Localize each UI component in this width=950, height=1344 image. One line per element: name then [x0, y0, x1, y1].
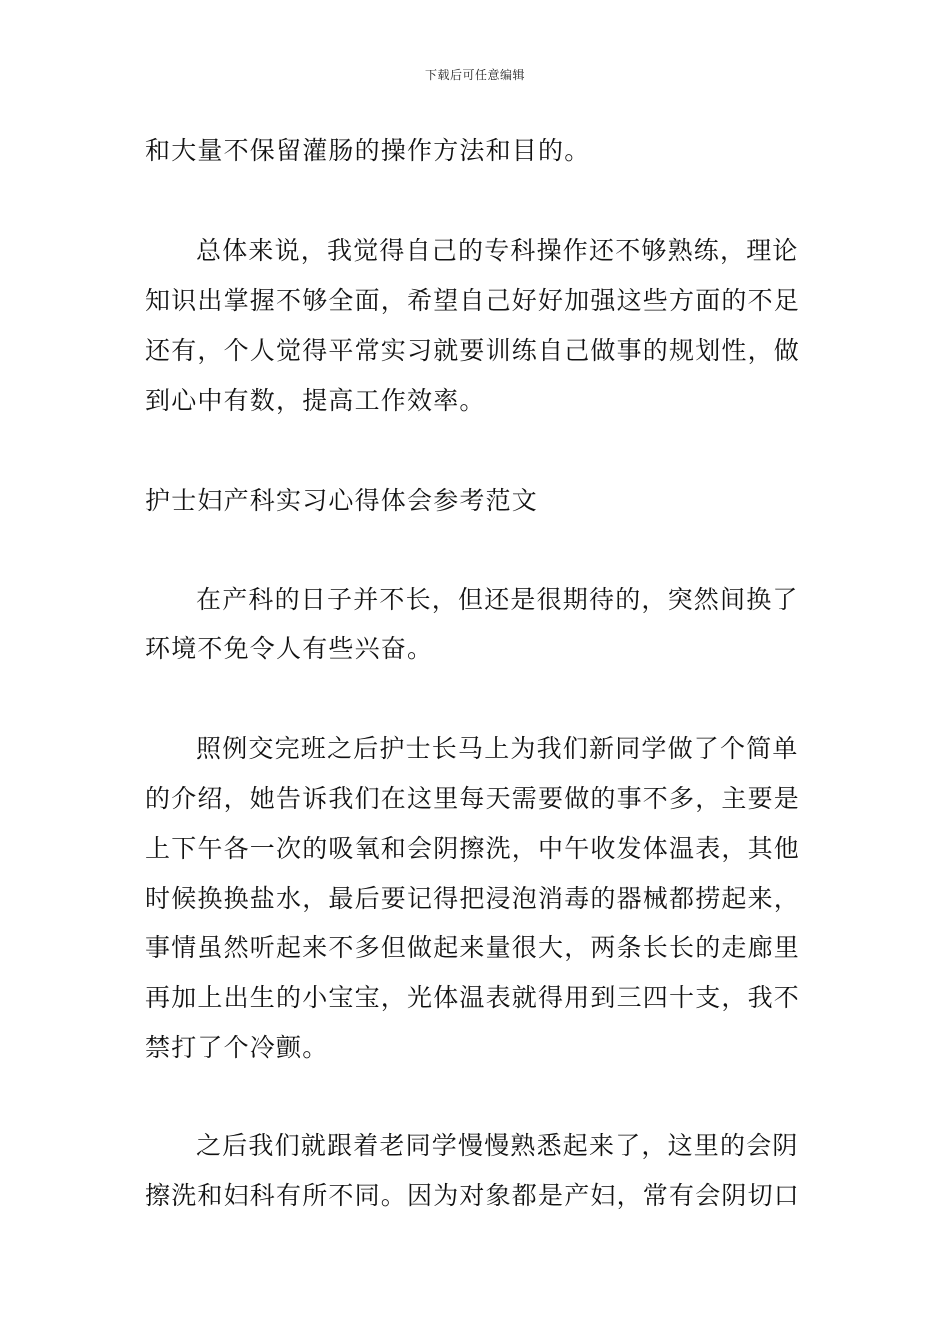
text-line: 到心中有数，提高工作效率。 — [145, 386, 486, 415]
text-line: 之后我们就跟着老同学慢慢熟悉起来了，这里的会阴 — [196, 1131, 799, 1160]
text-line: 禁打了个冷颤。 — [145, 1033, 329, 1062]
text-line: 知识出掌握不够全面，希望自己好好加强这些方面的不足 — [145, 286, 801, 315]
page-header: 下载后可任意编辑 — [424, 68, 525, 82]
section-title: 护士妇产科实习心得体会参考范文 — [145, 486, 539, 515]
text-line: 和大量不保留灌肠的操作方法和目的。 — [145, 136, 591, 165]
text-line: 总体来说，我觉得自己的专科操作还不够熟练，理论 — [196, 236, 799, 265]
text-line: 的介绍，她告诉我们在这里每天需要做的事不多，主要是 — [145, 784, 801, 813]
text-line: 上下午各一次的吸氧和会阴擦洗，中午收发体温表，其他 — [145, 834, 801, 863]
text-line: 事情虽然听起来不多但做起来量很大，两条长长的走廊里 — [145, 933, 801, 962]
text-line: 在产科的日子并不长，但还是很期待的，突然间换了 — [196, 585, 799, 614]
text-line: 还有，个人觉得平常实习就要训练自己做事的规划性，做 — [145, 336, 801, 365]
text-line: 擦洗和妇科有所不同。因为对象都是产妇，常有会阴切口 — [145, 1181, 801, 1210]
text-line: 环境不免令人有些兴奋。 — [145, 634, 434, 663]
text-line: 照例交完班之后护士长马上为我们新同学做了个简单 — [196, 734, 799, 763]
text-line: 再加上出生的小宝宝，光体温表就得用到三四十支，我不 — [145, 983, 801, 1012]
text-line: 时候换换盐水，最后要记得把浸泡消毒的器械都捞起来， — [145, 884, 801, 913]
